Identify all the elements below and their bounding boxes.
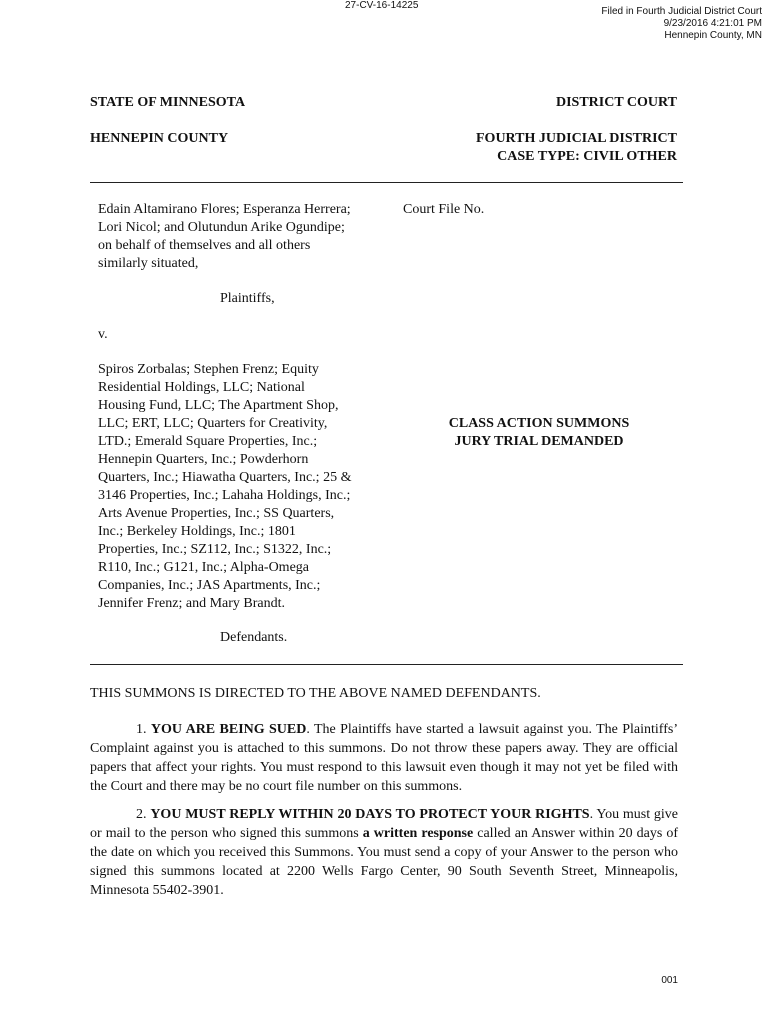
defendants-line: LLC; ERT, LLC; Quarters for Creativity,	[98, 416, 328, 431]
court-heading: DISTRICT COURT	[555, 95, 677, 110]
defendants-names	[98, 361, 383, 613]
page-number: 001	[661, 975, 678, 986]
district-name: FOURTH JUDICIAL DISTRICT	[476, 131, 677, 146]
document-title-line: CLASS ACTION SUMMONS	[448, 416, 630, 431]
caption-top-rule	[90, 182, 683, 183]
directed-statement: THIS SUMMONS IS DIRECTED TO THE ABOVE NAMED DEFENDANTS.	[90, 686, 541, 701]
case-type: CASE TYPE: CIVIL OTHER	[497, 149, 677, 164]
paragraph-text: . You must give or mail to the person who signed this summons	[90, 807, 678, 841]
defendants-line: LTD.; Emerald Square Properties, Inc.;	[98, 434, 318, 449]
defendants-line: Companies, Inc.; JAS Apartments, Inc.;	[98, 578, 321, 593]
filing-stamp-line: Filed in Fourth Judicial District Court	[601, 6, 762, 17]
paragraph-text: . The Plaintiffs have started a lawsuit against you. The Plaintiffs’ Complaint against you is attached to this summons. Do not throw these papers away. They are official papers that affect your rights. You must respond to this lawsuit even though it may not yet be filed with the Court and there may be no court file number on this summons.	[90, 722, 678, 794]
defendants-line: 3146 Properties, Inc.; Lahaha Holdings, Inc.;	[98, 488, 351, 503]
paragraph-text: called an Answer within 20 days of the date on which you received this Summons. You must send a copy of your Answer to the person who signed this summons located at 2200 Wells Fargo Center, 90 South Seventh Street, Minneapolis, Minnesota 55402-3901.	[90, 826, 678, 898]
filing-stamp-line: 9/23/2016 4:21:01 PM	[663, 18, 762, 29]
defendants-label: Defendants.	[220, 630, 288, 645]
plaintiffs-label: Plaintiffs,	[220, 291, 275, 306]
defendants-line: Jennifer Frenz; and Mary Brandt.	[98, 596, 285, 611]
defendants-line: Residential Holdings, LLC; National	[98, 380, 305, 395]
plaintiffs-names	[98, 201, 383, 273]
filing-stamp-line: Hennepin County, MN	[664, 30, 762, 41]
document-title	[400, 415, 678, 451]
plaintiffs-line: Edain Altamirano Flores; Esperanza Herrera;	[98, 202, 351, 217]
filing-stamp	[601, 6, 762, 42]
paragraph-heading: YOU ARE BEING SUED	[150, 722, 307, 737]
defendants-line: Hennepin Quarters, Inc.; Powderhorn	[98, 452, 309, 467]
defendants-line: Housing Fund, LLC; The Apartment Shop,	[98, 398, 339, 413]
defendants-line: Arts Avenue Properties, Inc.; SS Quarters,	[98, 506, 335, 521]
district-heading	[476, 130, 677, 166]
court-file-number-label: Court File No.	[403, 202, 485, 217]
paragraph-number: 2.	[136, 807, 147, 822]
paragraph-emphasis: a written response	[362, 826, 474, 841]
defendants-line: Properties, Inc.; SZ112, Inc.; S1322, Inc.;	[98, 542, 332, 557]
paragraph-2	[90, 805, 678, 900]
state-heading: STATE OF MINNESOTA	[90, 95, 246, 110]
plaintiffs-line: similarly situated,	[98, 256, 199, 271]
plaintiffs-line: Lori Nicol; and Olutundun Arike Ogundipe;	[98, 220, 345, 235]
paragraph-1	[90, 720, 678, 796]
defendants-line: Quarters, Inc.; Hiawatha Quarters, Inc.; 25 &	[98, 470, 352, 485]
county-heading: HENNEPIN COUNTY	[90, 131, 229, 146]
file-number: 27-CV-16-14225	[345, 0, 419, 11]
defendants-line: Spiros Zorbalas; Stephen Frenz; Equity	[98, 362, 319, 377]
paragraph-heading: YOU MUST REPLY WITHIN 20 DAYS TO PROTECT YOUR RIGHTS	[150, 807, 590, 822]
paragraph-number: 1.	[136, 722, 147, 737]
caption-bottom-rule	[90, 664, 683, 665]
defendants-line: Inc.; Berkeley Holdings, Inc.; 1801	[98, 524, 296, 539]
plaintiffs-line: on behalf of themselves and all others	[98, 238, 311, 253]
document-title-line: JURY TRIAL DEMANDED	[454, 434, 624, 449]
defendants-line: R110, Inc.; G121, Inc.; Alpha-Omega	[98, 560, 309, 575]
versus-label: v.	[98, 327, 108, 342]
